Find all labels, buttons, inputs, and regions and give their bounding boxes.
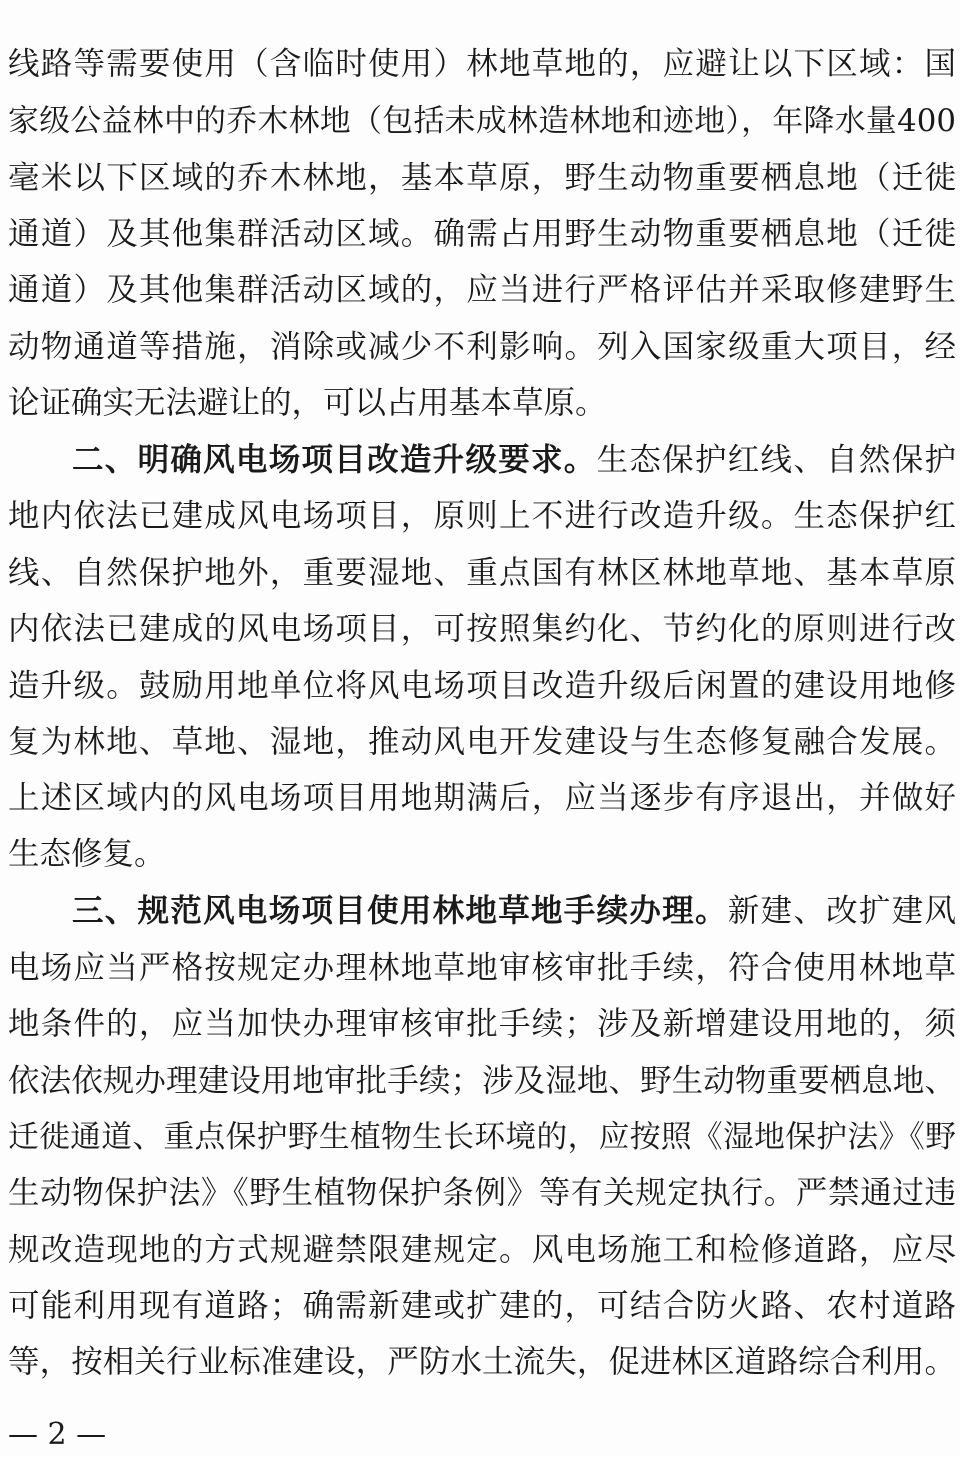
- paragraph-3-line: 等，按相关行业标准建设，严防水土流失，促进林区道路综合利用。: [8, 1344, 956, 1380]
- paragraph-1-line: 通道）及其他集群活动区域。确需占用野生动物重要栖息地（迁徙: [8, 216, 956, 252]
- paragraph-2-line: 内依法已建成的风电场项目，可按照集约化、节约化的原则进行改: [8, 611, 956, 647]
- paragraph-3-line: 迁徙通道、重点保护野生植物生长环境的，应按照《湿地保护法》《野: [8, 1119, 956, 1155]
- paragraph-2-first-line: [72, 436, 956, 484]
- paragraph-1-line: 线路等需要使用（含临时使用）林地草地的，应避让以下区域：国: [8, 46, 956, 82]
- section-heading-2: 二、明确风电场项目改造升级要求。: [72, 442, 597, 478]
- paragraph-2-line: 上述区域内的风电场项目用地期满后，应当逐步有序退出，并做好: [8, 780, 956, 816]
- paragraph-2-line: 线、自然保护地外，重要湿地、重点国有林区林地草地、基本草原: [8, 555, 956, 591]
- paragraph-3-line: 规改造现地的方式规避禁限建规定。风电场施工和检修道路，应尽: [8, 1232, 956, 1268]
- paragraph-1-line: 毫米以下区域的乔木林地，基本草原，野生动物重要栖息地（迁徙: [8, 160, 956, 196]
- paragraph-3-line: 地条件的，应当加快办理审核审批手续；涉及新增建设用地的，须: [8, 1006, 956, 1042]
- paragraph-1-line: 家级公益林中的乔木林地（包括未成林造林地和迹地），年降水量400: [8, 103, 956, 139]
- paragraph-1-line: 通道）及其他集群活动区域的，应当进行严格评估并采取修建野生: [8, 272, 956, 308]
- paragraph-2-first-line-text: 生态保护红线、自然保护: [596, 442, 956, 478]
- paragraph-2-line: 造升级。鼓励用地单位将风电场项目改造升级后闲置的建设用地修: [8, 668, 956, 704]
- paragraph-3-line: 生动物保护法》《野生植物保护条例》等有关规定执行。严禁通过违: [8, 1175, 956, 1211]
- paragraph-3-first-line: [72, 887, 956, 935]
- paragraph-1-line: 动物通道等措施，消除或减少不利影响。列入国家级重大项目，经: [8, 329, 956, 365]
- paragraph-2-line: 地内依法已建成风电场项目，原则上不进行改造升级。生态保护红: [8, 498, 956, 534]
- paragraph-3-line: 依法依规办理建设用地审批手续；涉及湿地、野生动物重要栖息地、: [8, 1063, 956, 1099]
- paragraph-3-line: 电场应当严格按规定办理林地草地审核审批手续，符合使用林地草: [8, 950, 956, 986]
- paragraph-2-line: 生态修复。: [8, 836, 166, 872]
- section-heading-3: 三、规范风电场项目使用林地草地手续办理。: [72, 893, 728, 929]
- paragraph-2-line: 复为林地、草地、湿地，推动风电开发建设与生态修复融合发展。: [8, 724, 956, 760]
- page-number: — 2 —: [8, 1417, 107, 1452]
- paragraph-3-first-line-text: 新建、改扩建风: [727, 893, 956, 929]
- paragraph-1-line: 论证确实无法避让的，可以占用基本草原。: [8, 385, 607, 421]
- paragraph-3-line: 可能利用现有道路；确需新建或扩建的，可结合防火路、农村道路: [8, 1288, 956, 1324]
